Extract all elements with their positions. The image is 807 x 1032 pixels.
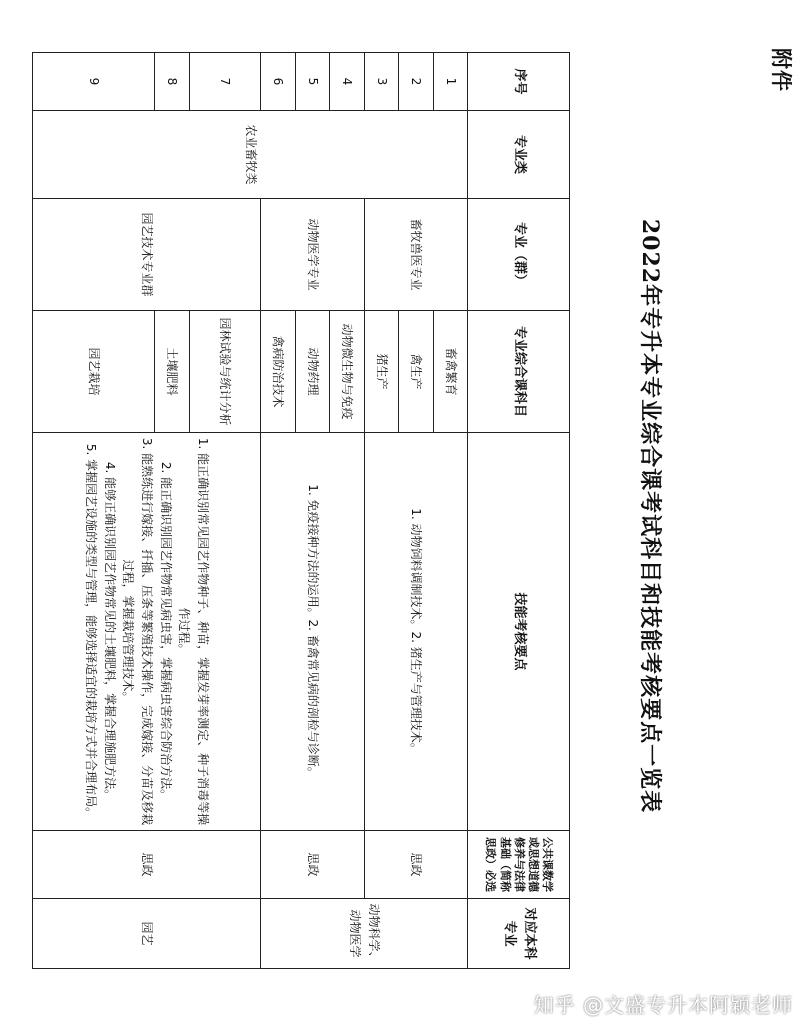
required-cell: 思政	[33, 831, 261, 899]
requirements-table	[32, 52, 570, 969]
required-cell: 思政	[261, 831, 365, 899]
page-title: 2022年专升本专业综合课考试科目和技能考核要点一览表	[637, 218, 663, 814]
subject-cell: 园林试验与统计分析	[189, 311, 261, 433]
col-header-subject: 专业综合课科目	[468, 311, 570, 433]
row-number: 1	[433, 53, 468, 111]
subject-cell: 动物微生物与免疫	[330, 311, 365, 433]
skill-points-cell: 1. 免疫接种方法的运用。2. 畜禽常见病的剖检与诊断。	[261, 433, 365, 831]
col-header-skill-points: 技能考核要点	[468, 433, 570, 831]
row-number: 7	[189, 53, 261, 111]
col-header-undergrad: 对应本科专业	[468, 899, 570, 969]
undergrad-cell: 动物科学、动物医学	[261, 899, 468, 969]
row-number: 4	[330, 53, 365, 111]
subject-cell: 土壤肥料	[155, 311, 190, 433]
row-number: 9	[33, 53, 155, 111]
row-number: 2	[399, 53, 434, 111]
row-number: 8	[155, 53, 190, 111]
watermark: 知乎 @文盛专升本阿颖老师	[533, 993, 793, 1017]
skill-points-cell	[33, 433, 261, 831]
subject-cell: 猪生产	[364, 311, 399, 433]
col-header-number: 序号	[468, 53, 570, 111]
header-row	[468, 53, 570, 969]
skill-point-3: 3. 能熟练进行嫁接、扦插、压条等繁殖技术操作，完成嫁接、分苗及移栽过程，掌握栽培管理技术。	[121, 437, 154, 826]
table-row	[433, 53, 468, 969]
subject-cell: 禽生产	[399, 311, 434, 433]
col-header-required: 公共课数学或思想道德修养与法律基础（简称思政）必选	[468, 831, 570, 899]
required-cell: 思政	[364, 831, 468, 899]
major-cell: 动物医学专业	[261, 199, 365, 311]
annex-label: 附件	[769, 48, 793, 92]
skill-points-cell: 1. 动物饲料调制技术。2. 猪生产与管理技术。	[364, 433, 468, 831]
skill-point-1: 1. 能正确识别常见园艺作物种子、种苗，掌握发芽率测定、种子消毒等操作过程。	[177, 437, 210, 826]
subject-cell: 畜禽繁育	[433, 311, 468, 433]
major-cell: 畜牧兽医专业	[364, 199, 468, 311]
subject-cell: 禽病防治技术	[261, 311, 296, 433]
row-number: 3	[364, 53, 399, 111]
skill-point-5: 5. 掌握园艺设施的类型与管理，能够选择适宜的栽培方式并合理布局。	[84, 443, 99, 820]
skill-point-2: 2. 能正确识别园艺作物常见病虫害，掌握病虫害综合防治方法。	[158, 461, 173, 802]
row-number: 5	[295, 53, 330, 111]
subject-cell: 动物药理	[295, 311, 330, 433]
col-header-category: 专业类	[468, 111, 570, 199]
category-cell: 农业畜牧类	[33, 111, 468, 199]
skill-point-4: 4. 能够正确识别园艺作物常见的土壤肥料，掌握合理施肥方法。	[102, 461, 117, 802]
major-cell: 园艺技术专业群	[33, 199, 261, 311]
undergrad-cell: 园艺	[33, 899, 261, 969]
row-number: 6	[261, 53, 296, 111]
col-header-major: 专业（群）	[468, 199, 570, 311]
subject-cell: 园艺栽培	[33, 311, 155, 433]
